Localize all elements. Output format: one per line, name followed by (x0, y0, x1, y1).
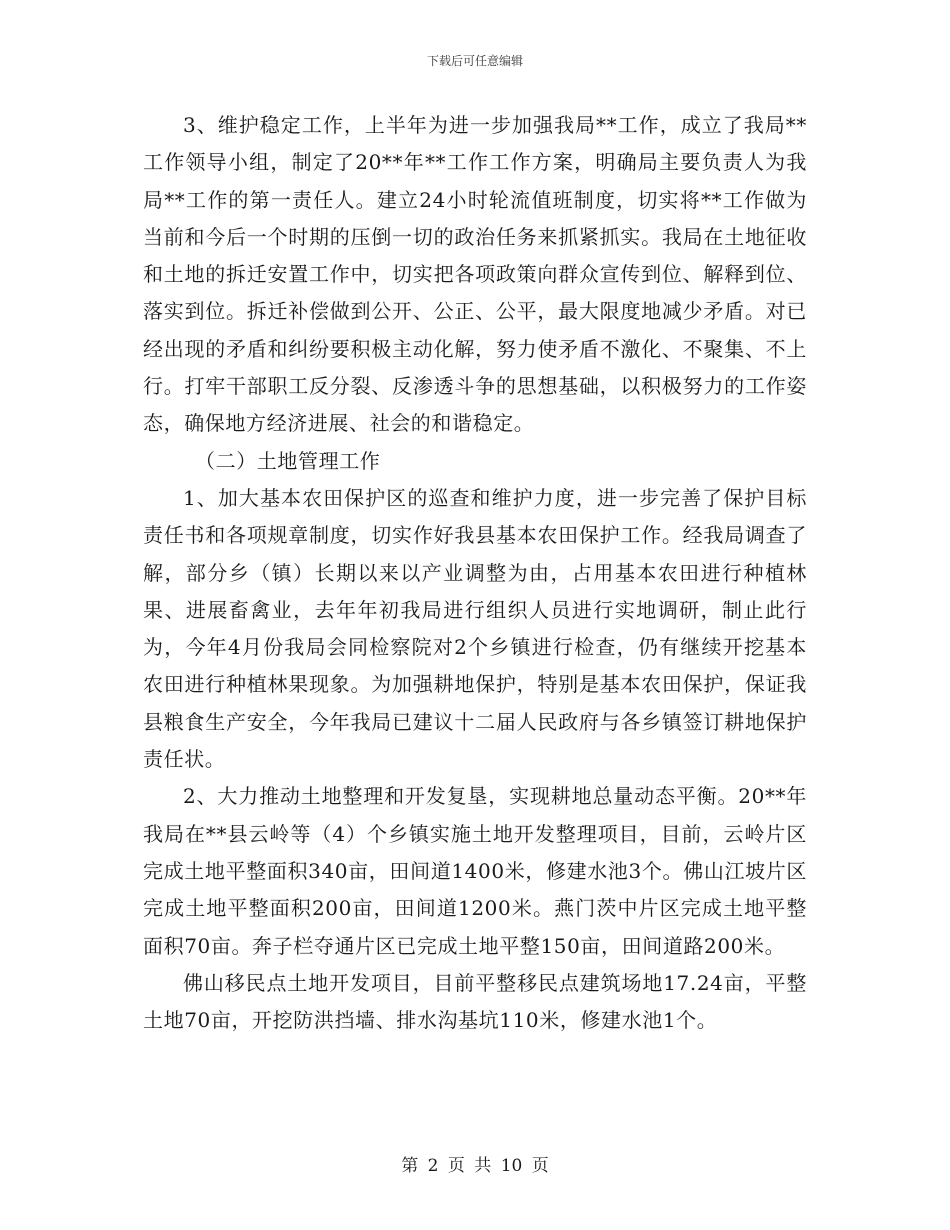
paragraph-farmland-protection: 1、加大基本农田保护区的巡查和维护力度，进一步完善了保护目标责任书和各项规章制度，切实作好我县基本农田保护工作。经我局调查了解，部分乡（镇）长期以来以产业调整为由，占用基本农田进行种植林果、进展畜禽业，去年年初我局进行组织人员进行实地调研，制止此行为，今年4月份我局会同检察院对2个乡镇进行检查，仍有继续开挖基本农田进行种植林果现象。为加强耕地保护，特别是基本农田保护，保证我县粮食生产安全，今年我局已建议十二届人民政府与各乡镇签订耕地保护责任状。 (143, 485, 807, 772)
page-number-footer: 第 2 页 共 10 页 (401, 1156, 549, 1176)
document-body (143, 107, 807, 1039)
paragraph-land-consolidation: 2、大力推动土地整理和开发复垦，实现耕地总量动态平衡。20**年我局在**县云岭等（4）个乡镇实施土地开发整理项目，目前，云岭片区完成土地平整面积340亩，田间道1400米，修建水池3个。佛山江坡片区完成土地平整面积200亩，田间道1200米。燕门茨中片区完成土地平整面积70亩。奔子栏夺通片区已完成土地平整150亩，田间道路200米。 (143, 784, 807, 958)
paragraph-stability-work: 3、维护稳定工作，上半年为进一步加强我局**工作，成立了我局**工作领导小组，制定了20**年**工作工作方案，明确局主要负责人为我局**工作的第一责任人。建立24小时轮流值班制度，切实将**工作做为当前和今后一个时期的压倒一切的政治任务来抓紧抓实。我局在土地征收和土地的拆迁安置工作中，切实把各项政策向群众宣传到位、解释到位、落实到位。拆迁补偿做到公开、公正、公平，最大限度地减少矛盾。对已经出现的矛盾和纠纷要积极主动化解，努力使矛盾不激化、不聚集、不上行。打牢干部职工反分裂、反渗透斗争的思想基础，以积极努力的工作姿态，确保地方经济进展、社会的和谐稳定。 (143, 113, 807, 436)
page-header-note: 下载后可任意编辑 (426, 54, 523, 68)
paragraph-foshan-resettlement: 佛山移民点土地开发项目，目前平整移民点建筑场地17.24亩，平整土地70亩，开挖防洪挡墙、排水沟基坑110米，修建水池1个。 (143, 970, 807, 1033)
section-heading-land-management: （二）土地管理工作 (195, 448, 381, 473)
